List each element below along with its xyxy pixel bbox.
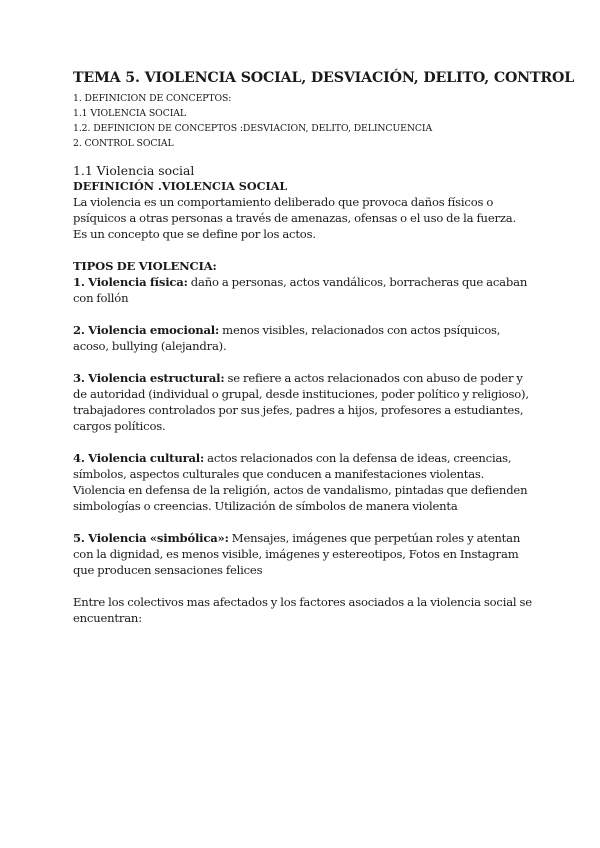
type-item-cultural: [73, 450, 533, 514]
type-text: Mensajes, imágenes que perpetúan roles y atentan con la dignidad, es menos visible, imágenes y estereotipos, Fotos en Instagram que producen sensaciones felices: [73, 531, 521, 577]
closing-paragraph: Entre los colectivos mas afectados y los factores asociados a la violencia social se encuentran:: [73, 595, 532, 625]
type-label: 1. Violencia física:: [73, 275, 188, 289]
types-heading: TIPOS DE VIOLENCIA:: [73, 259, 217, 273]
type-text: se refiere a actos relacionados con abuso de poder y de autoridad (individual o grupal, desde instituciones, poder político y religioso), trabajadores controlados por sus jefes, padres a hijos, profesores a estudiantes, cargos políticos.: [73, 371, 529, 433]
type-label: 4. Violencia cultural:: [73, 451, 205, 465]
type-label: 5. Violencia «simbólica»:: [73, 531, 229, 545]
type-item-symbolic: [73, 530, 533, 578]
type-item-emotional: [73, 322, 533, 354]
type-text: actos relacionados con la defensa de ideas, creencias, símbolos, aspectos culturales que conducen a manifestaciones violentas. Violencia en defensa de la religión, actos de vandalismo, pintadas que defienden simbologías o creencias. Utilización de símbolos de manera violenta: [73, 451, 528, 513]
type-item-structural: [73, 370, 533, 434]
type-text: daño a personas, actos vandálicos, borracheras que acaban con follón: [73, 275, 528, 305]
document-title: TEMA 5. VIOLENCIA SOCIAL, DESVIACIÓN, DELITO, CONTROL: [73, 70, 575, 86]
document-body: [73, 163, 533, 626]
toc-item: 1.2. DEFINICION DE CONCEPTOS :DESVIACION, DELITO, DELINCUENCIA: [73, 123, 433, 134]
type-item-physical: [73, 274, 533, 306]
toc-item: 1.1 VIOLENCIA SOCIAL: [73, 108, 186, 119]
definition-heading: DEFINICIÓN .VIOLENCIA SOCIAL: [73, 179, 288, 193]
definition-paragraph: La violencia es un comportamiento deliberado que provoca daños físicos o psíquicos a otras personas a través de amenazas, ofensas o el uso de la fuerza. Es un concepto que se define por los actos.: [73, 195, 516, 241]
toc-item: 2. CONTROL SOCIAL: [73, 138, 174, 149]
table-of-contents: [73, 91, 432, 151]
type-label: 3. Violencia estructural:: [73, 371, 225, 385]
toc-item: 1. DEFINICION DE CONCEPTOS:: [73, 93, 232, 104]
type-label: 2. Violencia emocional:: [73, 323, 220, 337]
type-text: menos visibles, relacionados con actos psíquicos, acoso, bullying (alejandra).: [73, 323, 501, 353]
section-heading: 1.1 Violencia social: [73, 163, 195, 178]
